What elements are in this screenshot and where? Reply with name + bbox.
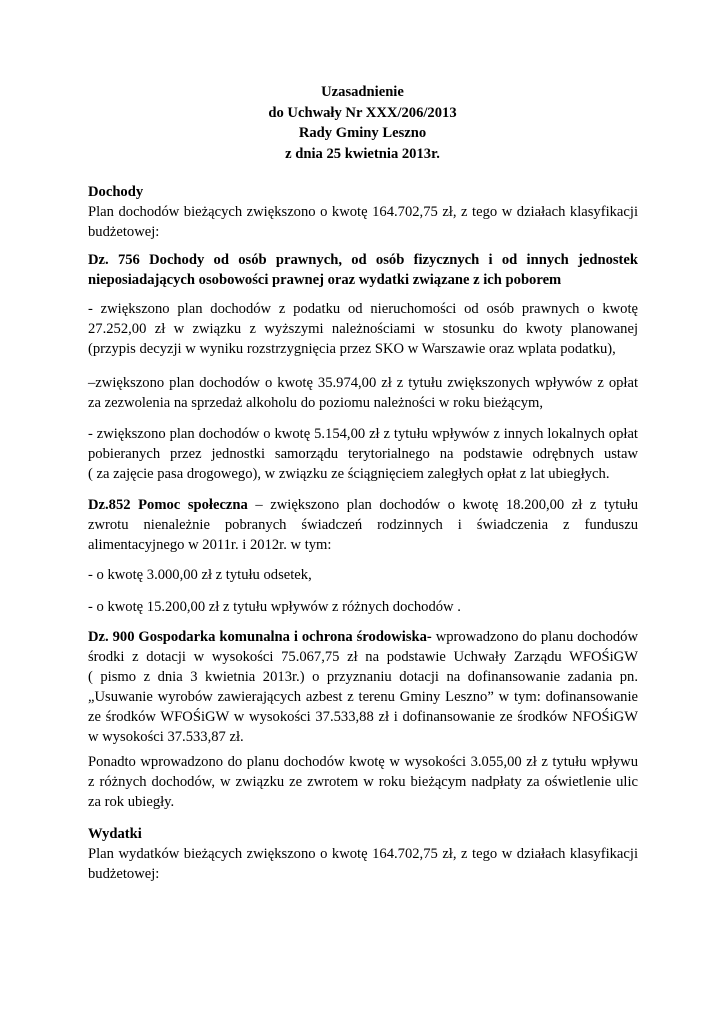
section-dz852	[88, 495, 638, 555]
dz756-paragraph-3	[88, 424, 638, 484]
title-line-4: z dnia 25 kwietnia 2013r.	[285, 145, 440, 162]
dz756-heading-line-1: Dz. 756 Dochody od osób prawnych, od osób fizycznych i od innych jednostek	[88, 252, 638, 268]
title-line-3: Rady Gminy Leszno	[298, 125, 427, 141]
dz900-line-1-text: wprowadzono do planu dochodów	[431, 629, 638, 645]
dz756-p3-line-2: pobieranych przez jednostki samorządu terytorialnego na podstawie odrębnych ustaw	[88, 446, 638, 462]
dz852-line-3: alimentacyjnego w 2011r. i 2012r. w tym:	[88, 537, 332, 553]
section-dz900	[88, 627, 638, 747]
dz756-p1-line-3: (przypis decyzji w wyniku rozstrzygnięcia przez SKO w Warszawie oraz wplata podatku),	[88, 341, 616, 357]
dz756-paragraph-2	[88, 373, 638, 413]
dz900-p2-line-3: za rok ubiegły.	[88, 794, 175, 810]
dz900-heading: Dz. 900 Gospodarka komunalna i ochrona środowiska-	[88, 629, 432, 645]
dz852-item-1-text: - o kwotę 3.000,00 zł z tytułu odsetek,	[88, 567, 312, 583]
dz852-line-1	[88, 495, 638, 515]
dochody-heading: Dochody	[88, 184, 144, 200]
section-wydatki	[88, 824, 638, 884]
dz852-line-2: zwrotu nienależnie pobranych świadczeń rodzinnych i świadczenia z funduszu	[88, 517, 638, 533]
section-dz756-heading	[88, 250, 638, 290]
dz900-paragraph-2	[88, 752, 638, 812]
dz900-line-2: środki z dotacji w wysokości 75.067,75 zł na podstawie Uchwały Zarządu WFOŚiGW	[88, 649, 638, 665]
dz756-p3-line-1: - zwiększono plan dochodów o kwotę 5.154,00 zł z tytułu wpływów z innych lokalnych opłat	[88, 426, 638, 442]
dz756-p1-line-1: - zwiększono plan dochodów z podatku od nieruchomości od osób prawnych o kwotę	[88, 301, 638, 317]
dz852-line-1-text: – zwiększono plan dochodów o kwotę 18.200,00 zł z tytułu	[247, 497, 638, 513]
wydatki-intro-line-1: Plan wydatków bieżących zwiększono o kwotę 164.702,75 zł, z tego w działach klasyfikacji	[88, 846, 638, 862]
dz900-line-4: „Usuwanie wyrobów zawierających azbest z terenu Gminy Leszno” w tym: dofinansowanie	[88, 689, 638, 705]
dz852-heading: Dz.852 Pomoc społeczna	[88, 497, 248, 513]
dz756-p1-line-2: 27.252,00 zł w związku z wyższymi należnościami w stosunku do kwoty planowanej	[88, 321, 638, 337]
dz852-item-2-text: - o kwotę 15.200,00 zł z tytułu wpływów z różnych dochodów .	[88, 599, 461, 615]
dz900-line-1	[88, 627, 638, 647]
dz900-p2-line-2: z różnych dochodów, w związku ze zwrotem w roku bieżącym nadpłaty za oświetlenie ulic	[88, 774, 638, 790]
title-line-1: Uzasadnienie	[321, 84, 404, 100]
dz756-p2-line-1: –zwiększono plan dochodów o kwotę 35.974,00 zł z tytułu zwiększonych wpływów z opłat	[88, 375, 638, 391]
wydatki-heading: Wydatki	[88, 826, 142, 842]
dz852-item-1	[88, 565, 638, 585]
section-dochody	[88, 182, 638, 242]
dz852-item-2	[88, 597, 638, 617]
title-line-2: do Uchwały Nr XXX/206/2013	[268, 104, 457, 121]
dz900-line-6: w wysokości 37.533,87 zł.	[88, 729, 244, 745]
dochody-intro-line-1: Plan dochodów bieżących zwiększono o kwotę 164.702,75 zł, z tego w działach klasyfikacji	[88, 204, 638, 220]
dz756-paragraph-1	[88, 299, 638, 359]
dz756-p2-line-2: za zezwolenia na sprzedaż alkoholu do poziomu należności w roku bieżącym,	[88, 395, 544, 411]
dz756-p3-line-3: ( za zajęcie pasa drogowego), w związku ze ściągnięciem zaległych opłat z lat ubiegłych.	[88, 466, 610, 482]
dochody-intro-line-2: budżetowej:	[88, 224, 160, 240]
document-title	[0, 82, 725, 164]
dz900-line-5: ze środków WFOŚiGW w wysokości 37.533,88 zł i dofinansowanie ze środków NFOŚiGW	[88, 709, 638, 725]
dz756-heading-line-2: nieposiadających osobowości prawnej oraz wydatki związane z ich poborem	[88, 272, 562, 288]
dz900-line-3: ( pismo z dnia 3 kwietnia 2013r.) o przyznaniu dotacji na dofinansowanie zadania pn.	[88, 669, 638, 685]
dz900-p2-line-1: Ponadto wprowadzono do planu dochodów kwotę w wysokości 3.055,00 zł z tytułu wpływu	[88, 754, 638, 770]
wydatki-intro-line-2: budżetowej:	[88, 866, 160, 882]
